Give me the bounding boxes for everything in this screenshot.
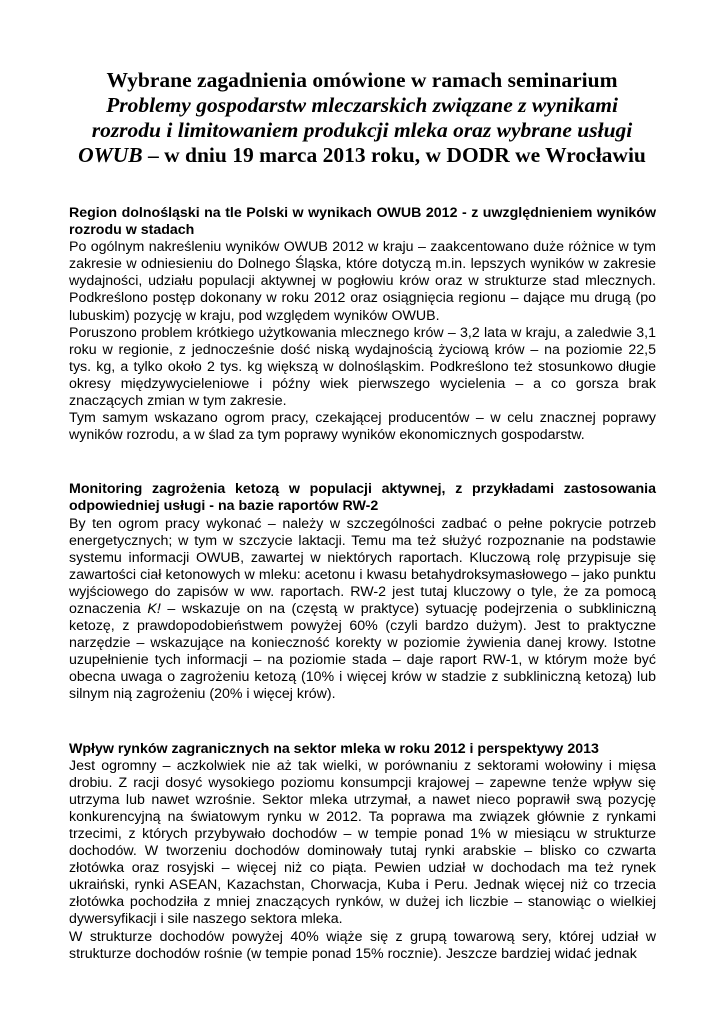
section-foreign-markets xyxy=(69,741,656,963)
paragraph-text: – wskazuje on na (częstą w praktyce) sytuację podejrzenia o subkliniczną ketozę, z prawdopodobieństwem powyżej 60% (czyli bardzo dużym). Jest to praktyczne narzędzie – wskazujące na konieczność korekty w poziomie żywienia danej krowy. Istotne uzupełnienie tych informacji – na poziomie stada – daje raport RW-1, w którym może być obecna uwaga o zagrożeniu ketozą (10% i więcej krów w stadzie z subkliniczną ketozą) lub silnym nią zagrożeniu (20% i więcej krów). xyxy=(69,600,656,703)
title-line-3: rozrodu i limitowaniem produkcji mleka oraz wybrane usługi xyxy=(91,118,633,142)
title-line-4 xyxy=(40,143,684,168)
k-marker: K! xyxy=(147,600,161,617)
paragraph: Po ogólnym nakreśleniu wyników OWUB 2012 w kraju – zaakcentowano duże różnice w tym zakresie w odniesieniu do Dolnego Śląska, które dotyczą m.in. lepszych wyników w zakresie wydajności, udziału populacji aktywnej w pogłowiu krów oraz w strukturze stad mlecznych. Podkreślono postęp dokonany w roku 2012 oraz osiągnięcia regionu – dające mu drugą (po lubuskim) pozycję w kraju, pod względem wyników OWUB. xyxy=(69,239,656,324)
paragraph: Tym samym wskazano ogrom pracy, czekającej producentów – w celu znacznej poprawy wyników rozrodu, a w ślad za tym poprawy wyników ekonomicznych gospodarstw. xyxy=(69,410,656,444)
paragraph xyxy=(69,516,656,704)
title-date-place: – w dniu 19 marca 2013 roku, w DODR we Wrocławiu xyxy=(142,143,646,167)
section-region xyxy=(69,205,656,444)
section-ketosis xyxy=(69,481,656,703)
paragraph: W strukturze dochodów powyżej 40% wiąże się z grupą towarową sery, której udział w strukturze dochodów rośnie (w tempie ponad 15% rocznie). Jeszcze bardziej widać jednak xyxy=(69,928,656,962)
paragraph: Poruszono problem krótkiego użytkowania mlecznego krów – 3,2 lata w kraju, a zaledwie 3,1 roku w regionie, z jednocześnie dość niską wydajnością życiową krów – na poziomie 22,5 tys. kg, a tylko około 2 tys. kg większą w dolnośląskim. Podkreślono też stosunkowo długie okresy międzywycieleniowe i późny wiek pierwszego wycielenia – a co gorsza brak znaczących zmian w tym zakresie. xyxy=(69,324,656,410)
title-owub: OWUB xyxy=(78,143,143,167)
paragraph: Jest ogromny – aczkolwiek nie aż tak wielki, w porównaniu z sektorami wołowiny i mięsa drobiu. Z racji dosyć wysokiego poziomu konsumpcji krajowej – zapewne tenże wpływ się utrzyma lub nawet wzrośnie. Sektor mleka utrzymał, a nawet nieco poprawił swą pozycję konkurencyjną na światowym rynku w 2012. Ta poprawa ma związek głównie z rynkami trzecimi, z których przybywało dochodów – w tempie ponad 1% w miesiącu w strukturze dochodów. W tworzeniu dochodów dominowały tutaj rynki arabskie – blisko co czwarta złotówka oraz rosyjski – więcej niż co piąta. Pewien udział w dochodach ma też rynek ukraiński, rynki ASEAN, Kazachstan, Chorwacja, Kuba i Peru. Jednak więcej niż co trzecia złotówka pochodziła z mniej znaczących rynków, w dużej ich liczbie – stanowiąc o wielkiej dywersyfikacji i sile naszego sektora mleka. xyxy=(69,757,656,928)
paragraph-text: By ten ogrom pracy wykonać – należy w szczególności zadbać o pełne pokrycie potrzeb energetycznych; w tym w szczycie laktacji. Temu ma też służyć rozpoznanie na podstawie systemu informacji OWUB, zawartej w niektórych raportach. Kluczową rolę przypisuje się zawartości ciał ketonowych w mleku: acetonu i kwasu betahydroksymasłowego – jako punktu wyjściowego do zapisów w ww. raportach. RW-2 jest tutaj kluczowy o tyle, że za pomocą oznaczenia xyxy=(69,515,656,617)
document-body xyxy=(69,205,656,1000)
document-title xyxy=(40,68,684,168)
section-heading: Wpływ rynków zagranicznych na sektor mleka w roku 2012 i perspektywy 2013 xyxy=(69,740,599,757)
section-heading: Region dolnośląski na tle Polski w wynikach OWUB 2012 - z uwzględnieniem wyników rozrodu w stadach xyxy=(69,205,656,239)
title-line-1: Wybrane zagadnienia omówione w ramach seminarium xyxy=(106,68,618,92)
section-heading: Monitoring zagrożenia ketozą w populacji aktywnej, z przykładami zastosowania odpowiedniej usługi - na bazie raportów RW-2 xyxy=(69,481,656,515)
title-line-2: Problemy gospodarstw mleczarskich związane z wynikami xyxy=(106,93,618,117)
